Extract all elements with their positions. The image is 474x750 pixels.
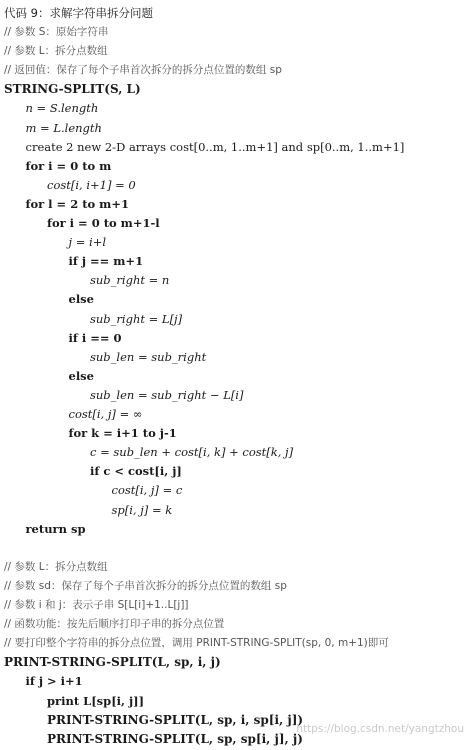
code-line: n = S.length xyxy=(25,101,99,116)
code-line: PRINT-STRING-SPLIT(L, sp, i, sp[i, j]) xyxy=(47,712,304,727)
code-line: j = i+l xyxy=(68,235,107,250)
watermark: https://blog.csdn.net/yangtzhou xyxy=(296,723,464,735)
code-line: else xyxy=(68,368,94,383)
comment-line: // 参数 sd：保存了每个子串首次拆分的拆分点位置的数组 sp xyxy=(4,579,287,592)
code-line: if j == m+1 xyxy=(68,254,144,269)
code-line: if c < cost[i, j] xyxy=(90,464,182,479)
code-line: return sp xyxy=(25,521,86,536)
code-line: else xyxy=(68,292,94,307)
code-line: create 2 new 2-D arrays cost[0..m, 1..m+1] and sp[0..m, 1..m+1] xyxy=(25,139,405,154)
code-line: m = L.length xyxy=(25,120,102,135)
code-line: c = sub_len + cost[i, k] + cost[k, j] xyxy=(90,445,294,460)
code-line: cost[i, j] = ∞ xyxy=(68,407,143,421)
comment-line: // 要打印整个字符串的拆分点位置，调用 PRINT-STRING-SPLIT(sp, 0, m+1)即可 xyxy=(4,637,389,650)
code-line: for i = 0 to m xyxy=(25,158,112,173)
code-line: sub_len = sub_right xyxy=(90,349,207,364)
code-line: for k = i+1 to j-1 xyxy=(68,426,177,441)
comment-line: // 参数 L：拆分点数组 xyxy=(4,560,108,573)
code-line: if i == 0 xyxy=(68,330,122,345)
code-line: for i = 0 to m+1-l xyxy=(47,216,160,230)
code-line: sub_right = L[j] xyxy=(90,311,183,326)
code-line: PRINT-STRING-SPLIT(L, sp, i, j) xyxy=(4,655,221,670)
document-title: 代码 9：求解字符串拆分问题 xyxy=(4,6,153,20)
code-line: sub_len = sub_right − L[i] xyxy=(90,387,244,402)
code-line: cost[i, i+1] = 0 xyxy=(47,177,136,192)
comment-line: // 返回值：保存了每个子串首次拆分的拆分点位置的数组 sp xyxy=(4,64,282,77)
code-line: for l = 2 to m+1 xyxy=(25,196,129,211)
code-line: PRINT-STRING-SPLIT(L, sp, sp[i, j], j) xyxy=(47,731,303,746)
code-line: sp[i, j] = k xyxy=(111,502,173,517)
code-line: print L[sp[i, j]] xyxy=(47,693,145,708)
code-line: sub_right = n xyxy=(90,273,170,288)
comment-line: // 参数 i 和 j：表示子串 S[L[i]+1..L[j]] xyxy=(4,599,189,611)
comment-line: // 函数功能：按先后顺序打印子串的拆分点位置 xyxy=(4,618,225,631)
comment-line: // 参数 L：拆分点数组 xyxy=(4,45,108,58)
code-line: STRING-SPLIT(S, L) xyxy=(4,82,141,97)
code-line: if j > i+1 xyxy=(25,674,83,689)
comment-line: // 参数 S：原始字符串 xyxy=(4,26,109,38)
code-line: cost[i, j] = c xyxy=(111,483,183,498)
